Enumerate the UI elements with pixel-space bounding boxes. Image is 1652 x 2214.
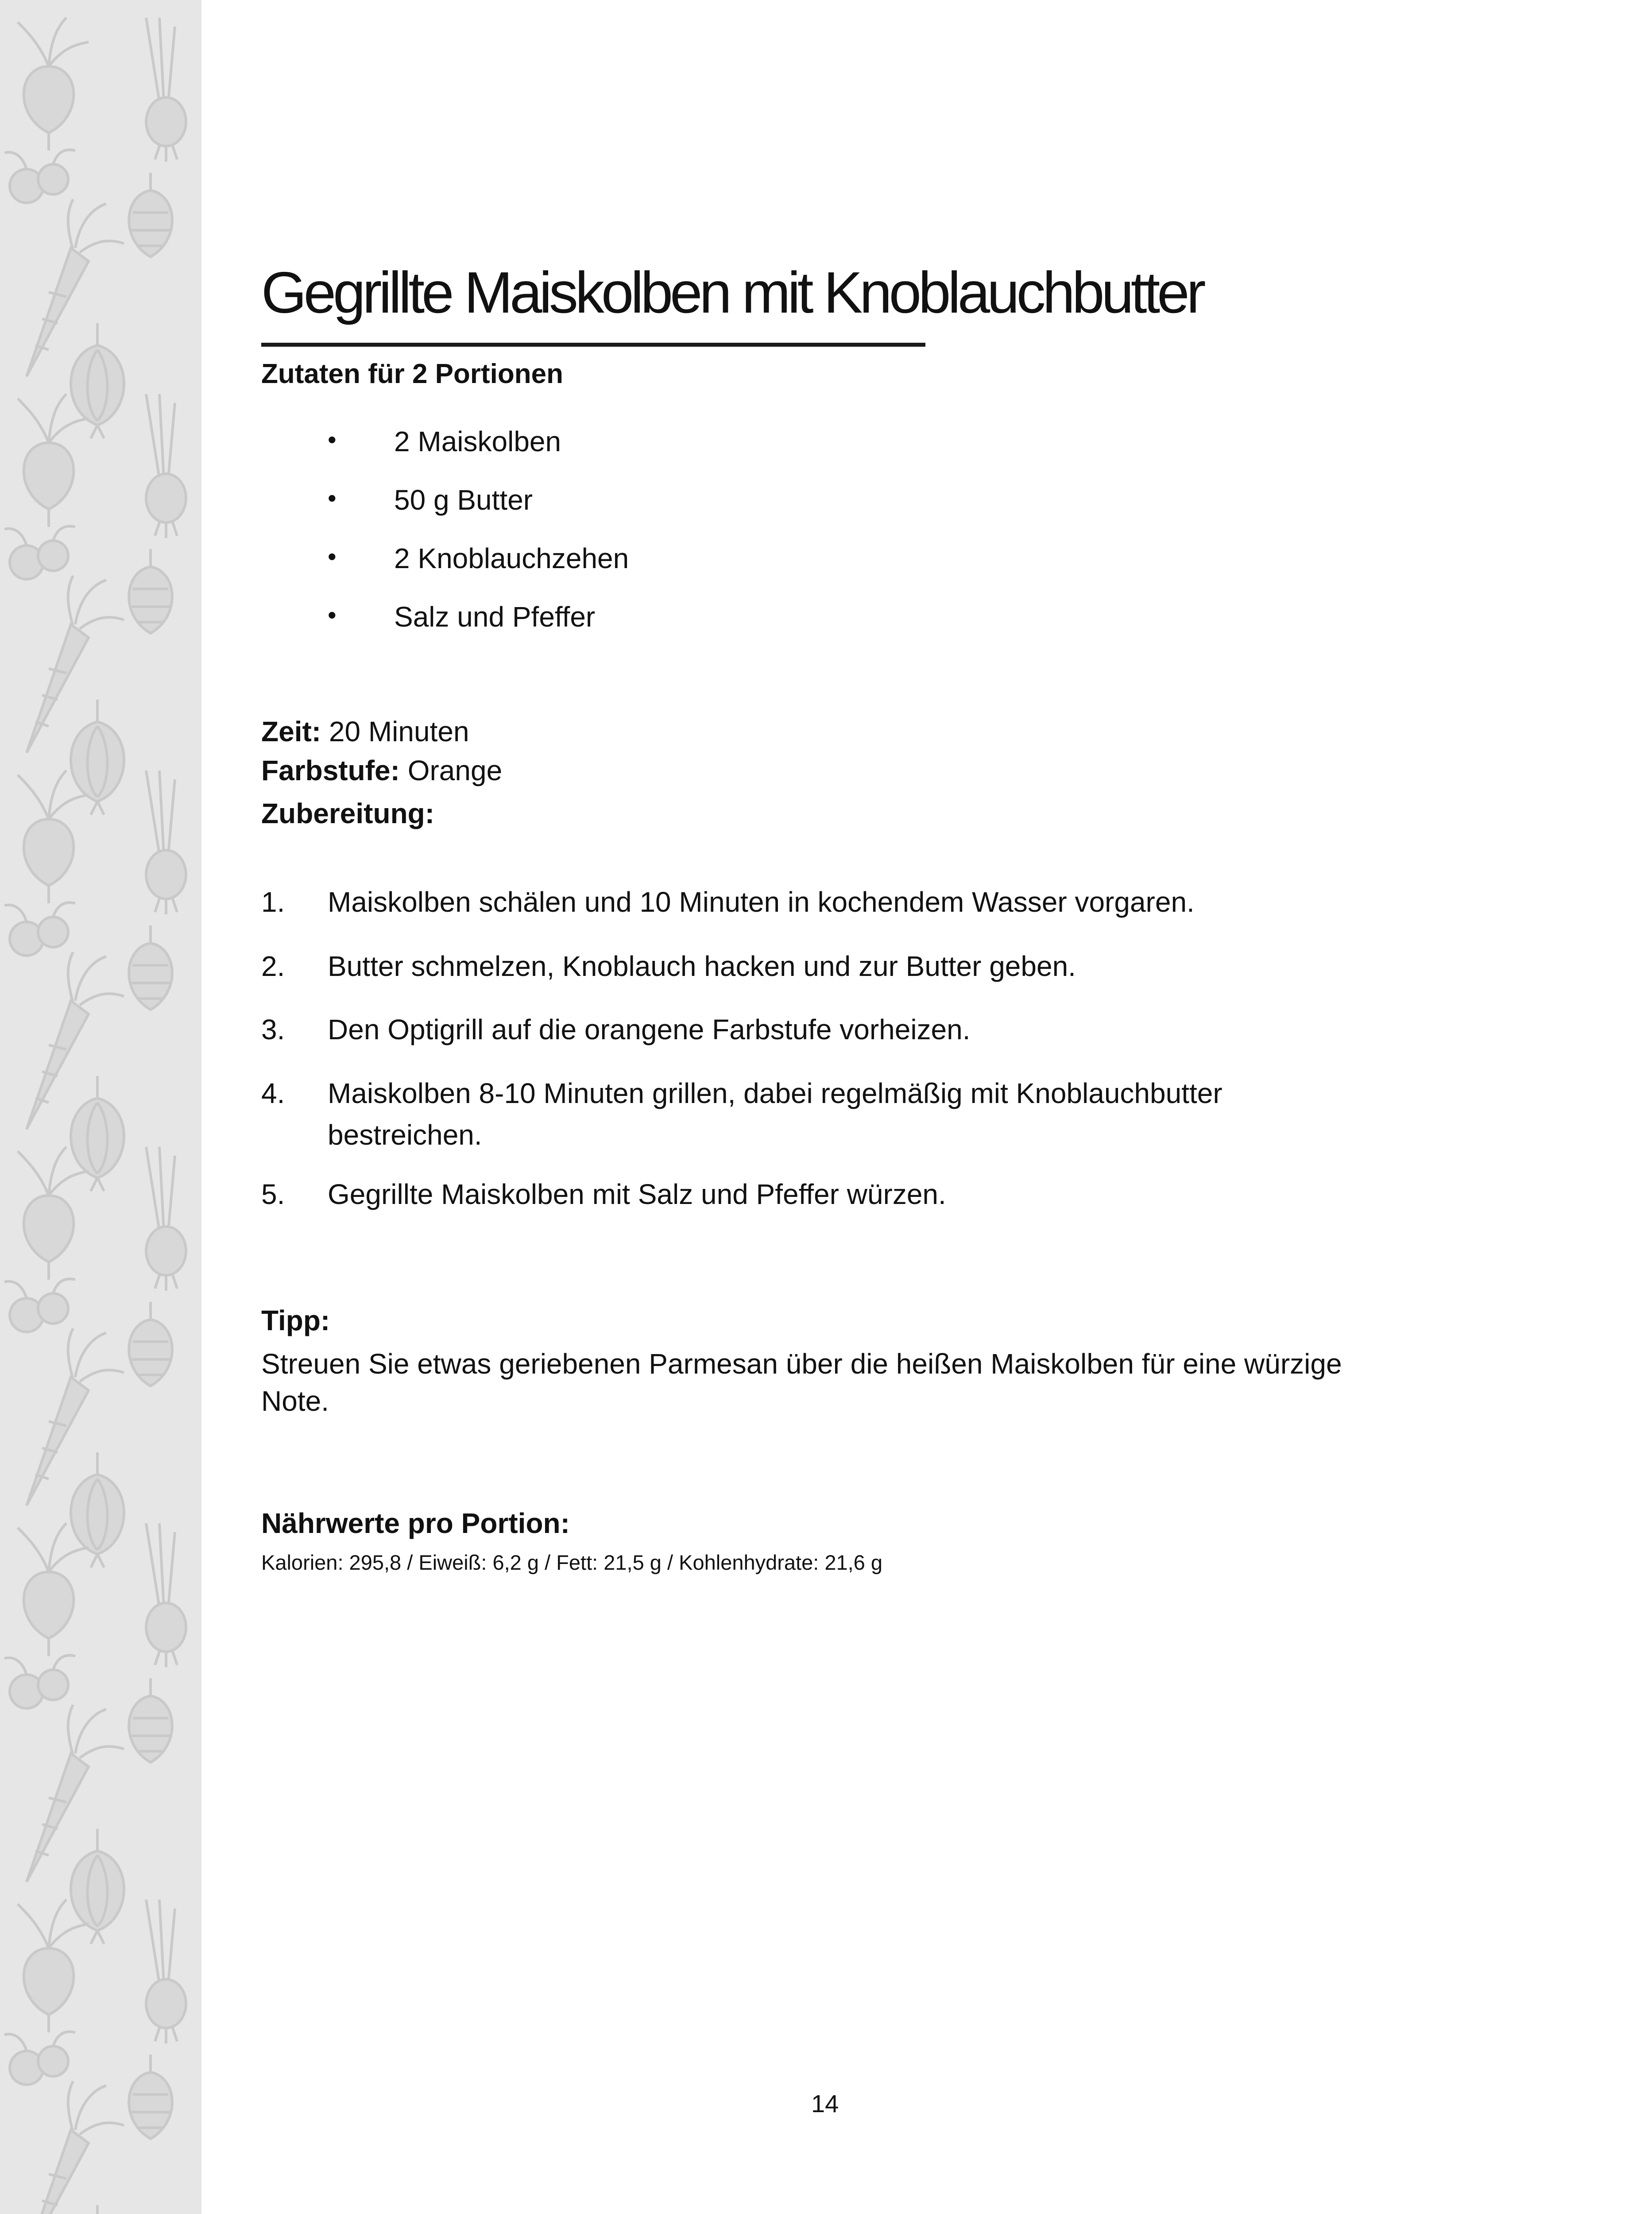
step-text: Butter schmelzen, Knoblauch hacken und zur Butter geben. (328, 950, 1076, 982)
step-text: Den Optigrill auf die orangene Farbstufe vorheizen. (328, 1014, 971, 1045)
tip-text: Streuen Sie etwas geriebenen Parmesan über die heißen Maiskolben für eine würzige Note. (261, 1348, 1342, 1417)
step-number: 4. (261, 1077, 285, 1109)
step-number: 2. (261, 950, 285, 982)
preparation-heading: Zubereitung: (261, 797, 435, 829)
list-item (328, 486, 629, 544)
recipe-page (261, 0, 1457, 2214)
time-label: Zeit: (261, 716, 321, 747)
nutrition-values: Kalorien: 295,8 / Eiweiß: 6,2 g / Fett: 21,5 g / Kohlenhydrate: 21,6 g (261, 1551, 883, 1574)
ingredients-list (328, 427, 629, 661)
bullet-icon: • (328, 426, 337, 453)
color-level-value: Orange (407, 755, 503, 786)
bullet-icon: • (328, 601, 337, 629)
bullet-icon: • (328, 542, 337, 570)
time-line (261, 717, 469, 746)
step-number: 3. (261, 1014, 285, 1045)
ingredients-heading: Zutaten für 2 Portionen (261, 359, 563, 389)
ingredient-text: 2 Maiskolben (394, 426, 561, 457)
list-item (328, 544, 629, 603)
step-number: 1. (261, 886, 285, 918)
page-number: 14 (811, 2090, 839, 2117)
step-number: 5. (261, 1178, 285, 1210)
title-underline (261, 343, 925, 347)
color-level-label: Farbstufe: (261, 755, 400, 786)
ingredient-text: 50 g Butter (394, 484, 533, 516)
decorative-vegetable-sidebar (0, 0, 201, 2214)
step-text: Maiskolben schälen und 10 Minuten in kochendem Wasser vorgaren. (328, 886, 1195, 918)
bullet-icon: • (328, 484, 337, 512)
ingredient-text: Salz und Pfeffer (394, 601, 596, 633)
color-level-line (261, 756, 502, 785)
recipe-title: Gegrillte Maiskolben mit Knoblauchbutter (261, 260, 1203, 325)
list-item (328, 427, 629, 486)
step-text: Gegrillte Maiskolben mit Salz und Pfeffer würzen. (328, 1178, 946, 1210)
tip-heading: Tipp: (261, 1304, 330, 1336)
vegetable-pattern (0, 0, 201, 2214)
ingredient-text: 2 Knoblauchzehen (394, 542, 629, 574)
step-text: Maiskolben 8-10 Minuten grillen, dabei regelmäßig mit Knoblauchbutter bestreichen. (328, 1077, 1223, 1151)
list-item (328, 603, 629, 661)
nutrition-heading: Nährwerte pro Portion: (261, 1507, 570, 1539)
time-value: 20 Minuten (329, 716, 469, 747)
